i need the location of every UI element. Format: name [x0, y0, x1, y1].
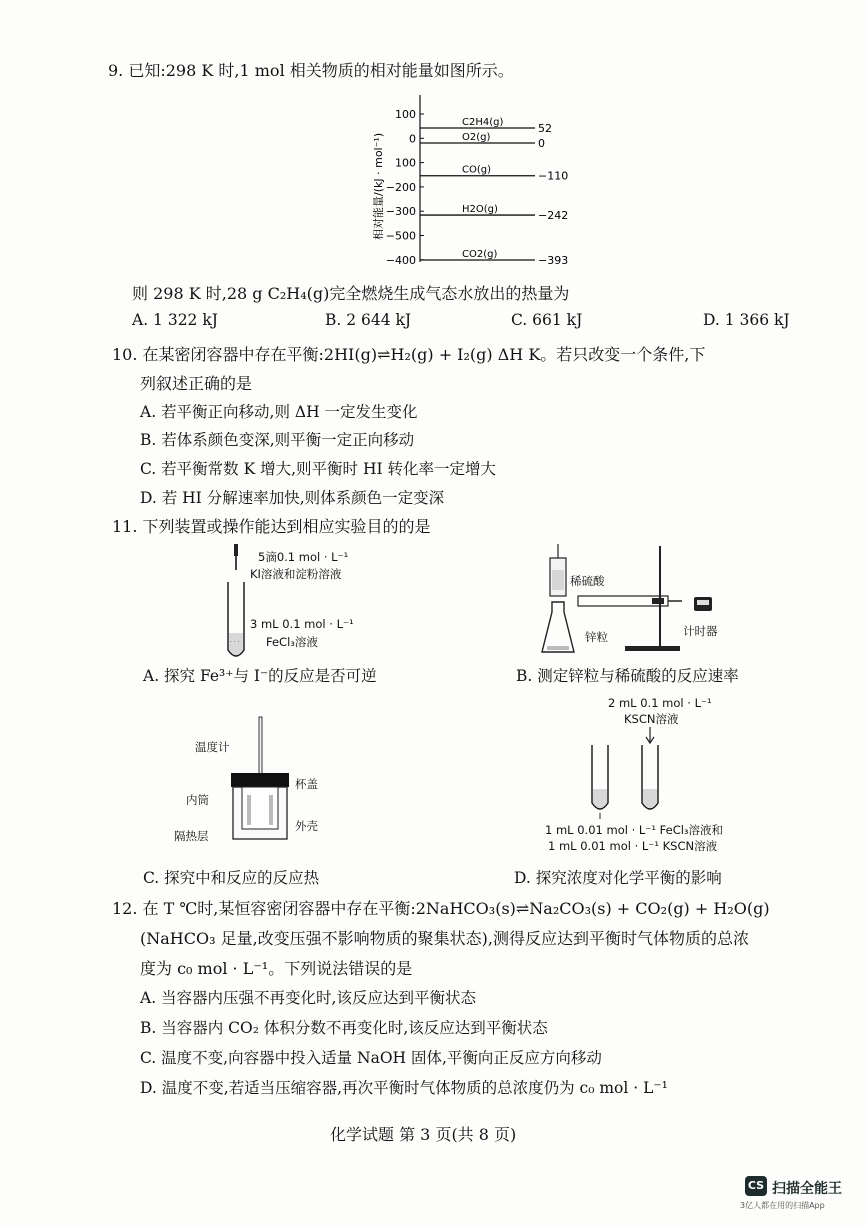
q11-caption-b: B. 测定锌粒与稀硫酸的反应速率: [516, 667, 739, 685]
b-zinc-label: 锌粒: [585, 630, 608, 644]
c-lid-label: 杯盖: [295, 777, 318, 791]
svg-text:· · ·: · · ·: [230, 639, 240, 646]
c-inner-label: 内筒: [186, 793, 209, 807]
q12-line1: 12. 在 T ℃时,某恒容密闭容器中存在平衡:2NaHCO₃(s)⇌Na₂CO₃(s) + CO₂(g) + H₂O(g): [112, 899, 770, 918]
q11-stem: 11. 下列装置或操作能达到相应实验目的的是: [112, 517, 431, 536]
y-tick-label: −200: [385, 180, 416, 194]
q10-option-c: C. 若平衡常数 K 增大,则平衡时 HI 转化率一定增大: [140, 460, 497, 478]
q10-option-d: D. 若 HI 分解速率加快,则体系颜色一定变深: [140, 489, 445, 507]
scanner-app-tagline: 3亿人都在用的扫描App: [740, 1201, 825, 1210]
apparatus-b-rate-setup: [530, 540, 730, 660]
d-top-label-2: KSCN溶液: [624, 712, 679, 726]
scanner-app-name: 扫描全能王: [772, 1181, 842, 1197]
c-insulation-label: 隔热层: [174, 829, 209, 843]
d-bottom-label-2: 1 mL 0.01 mol · L⁻¹ KSCN溶液: [548, 839, 718, 853]
c-shell-label: 外壳: [295, 819, 318, 833]
d-top-label-1: 2 mL 0.1 mol · L⁻¹: [608, 696, 712, 710]
energy-level-species: C2H4(g): [462, 117, 504, 128]
q9-option-b: B. 2 644 kJ: [325, 311, 412, 329]
q9-question: 则 298 K 时,28 g C₂H₄(g)完全燃烧生成气态水放出的热量为: [132, 284, 570, 303]
a-top-label-1: 5滴0.1 mol · L⁻¹: [258, 550, 349, 564]
q9-option-a: A. 1 322 kJ: [132, 311, 218, 329]
q12-line2: (NaHCO₃ 足量,改变压强不影响物质的聚集状态),测得反应达到平衡时气体物质的总浓: [140, 929, 750, 948]
apparatus-d-test-tubes: [580, 725, 670, 820]
q11-caption-a: A. 探究 Fe³⁺与 I⁻的反应是否可逆: [143, 667, 377, 685]
y-tick-label: 100: [395, 108, 416, 121]
q12-option-c: C. 温度不变,向容器中投入适量 NaOH 固体,平衡向正反应方向移动: [140, 1049, 602, 1067]
y-axis-label: 相对能量/(kJ · mol⁻¹): [372, 132, 385, 240]
q12-option-d: D. 温度不变,若适当压缩容器,再次平衡时气体物质的总浓度仍为 c₀ mol · L⁻¹: [140, 1079, 668, 1097]
q9-option-d: D. 1 366 kJ: [703, 311, 790, 329]
q10-option-b: B. 若体系颜色变深,则平衡一定正向移动: [140, 431, 415, 449]
y-tick-label: 0: [409, 132, 416, 146]
energy-level-value: 52: [538, 122, 552, 135]
d-bottom-label-1: 1 mL 0.01 mol · L⁻¹ FeCl₃溶液和: [545, 823, 724, 837]
energy-level-species: O2(g): [462, 132, 491, 143]
q11-caption-c: C. 探究中和反应的反应热: [143, 869, 320, 887]
scanner-logo-icon: CS: [745, 1176, 767, 1196]
b-acid-label: 稀硫酸: [570, 574, 605, 588]
energy-level-diagram: [370, 90, 580, 275]
c-thermometer-label: 温度计: [195, 740, 230, 754]
energy-level-species: CO(g): [462, 164, 492, 176]
energy-level-value: −242: [538, 209, 569, 223]
b-timer-label: 计时器: [683, 624, 718, 638]
a-bottom-label-1: 3 mL 0.1 mol · L⁻¹: [250, 617, 354, 631]
energy-level-species: CO2(g): [462, 249, 498, 260]
y-tick-label: −500: [385, 229, 416, 243]
a-top-label-2: KI溶液和淀粉溶液: [250, 567, 342, 581]
q12-option-b: B. 当容器内 CO₂ 体积分数不再变化时,该反应达到平衡状态: [140, 1019, 548, 1037]
energy-level-value: −393: [538, 254, 569, 267]
q10-line1: 10. 在某密闭容器中存在平衡:2HI(g)⇌H₂(g) + I₂(g) ΔH K。若只改变一个条件,下: [112, 345, 706, 364]
q11-caption-d: D. 探究浓度对化学平衡的影响: [514, 869, 722, 887]
y-tick-label: 100: [395, 156, 416, 170]
q12-option-a: A. 当容器内压强不再变化时,该反应达到平衡状态: [140, 989, 476, 1007]
q9-stem: 9. 已知:298 K 时,1 mol 相关物质的相对能量如图所示。: [108, 61, 514, 80]
y-tick-label: −300: [385, 205, 416, 219]
q10-option-a: A. 若平衡正向移动,则 ΔH 一定发生变化: [140, 403, 418, 421]
energy-level-species: H2O(g): [462, 204, 498, 216]
q9-option-c: C. 661 kJ: [511, 311, 583, 329]
q12-line3: 度为 c₀ mol · L⁻¹。下列说法错误的是: [140, 959, 413, 978]
a-bottom-label-2: FeCl₃溶液: [266, 635, 318, 649]
apparatus-c-calorimeter: [225, 715, 295, 845]
y-tick-label: −400: [385, 253, 416, 267]
energy-level-value: −110: [538, 169, 569, 183]
page-footer: 化学试题 第 3 页(共 8 页): [330, 1125, 517, 1144]
q10-line2: 列叙述正确的是: [140, 374, 253, 393]
energy-level-value: 0: [538, 137, 545, 150]
